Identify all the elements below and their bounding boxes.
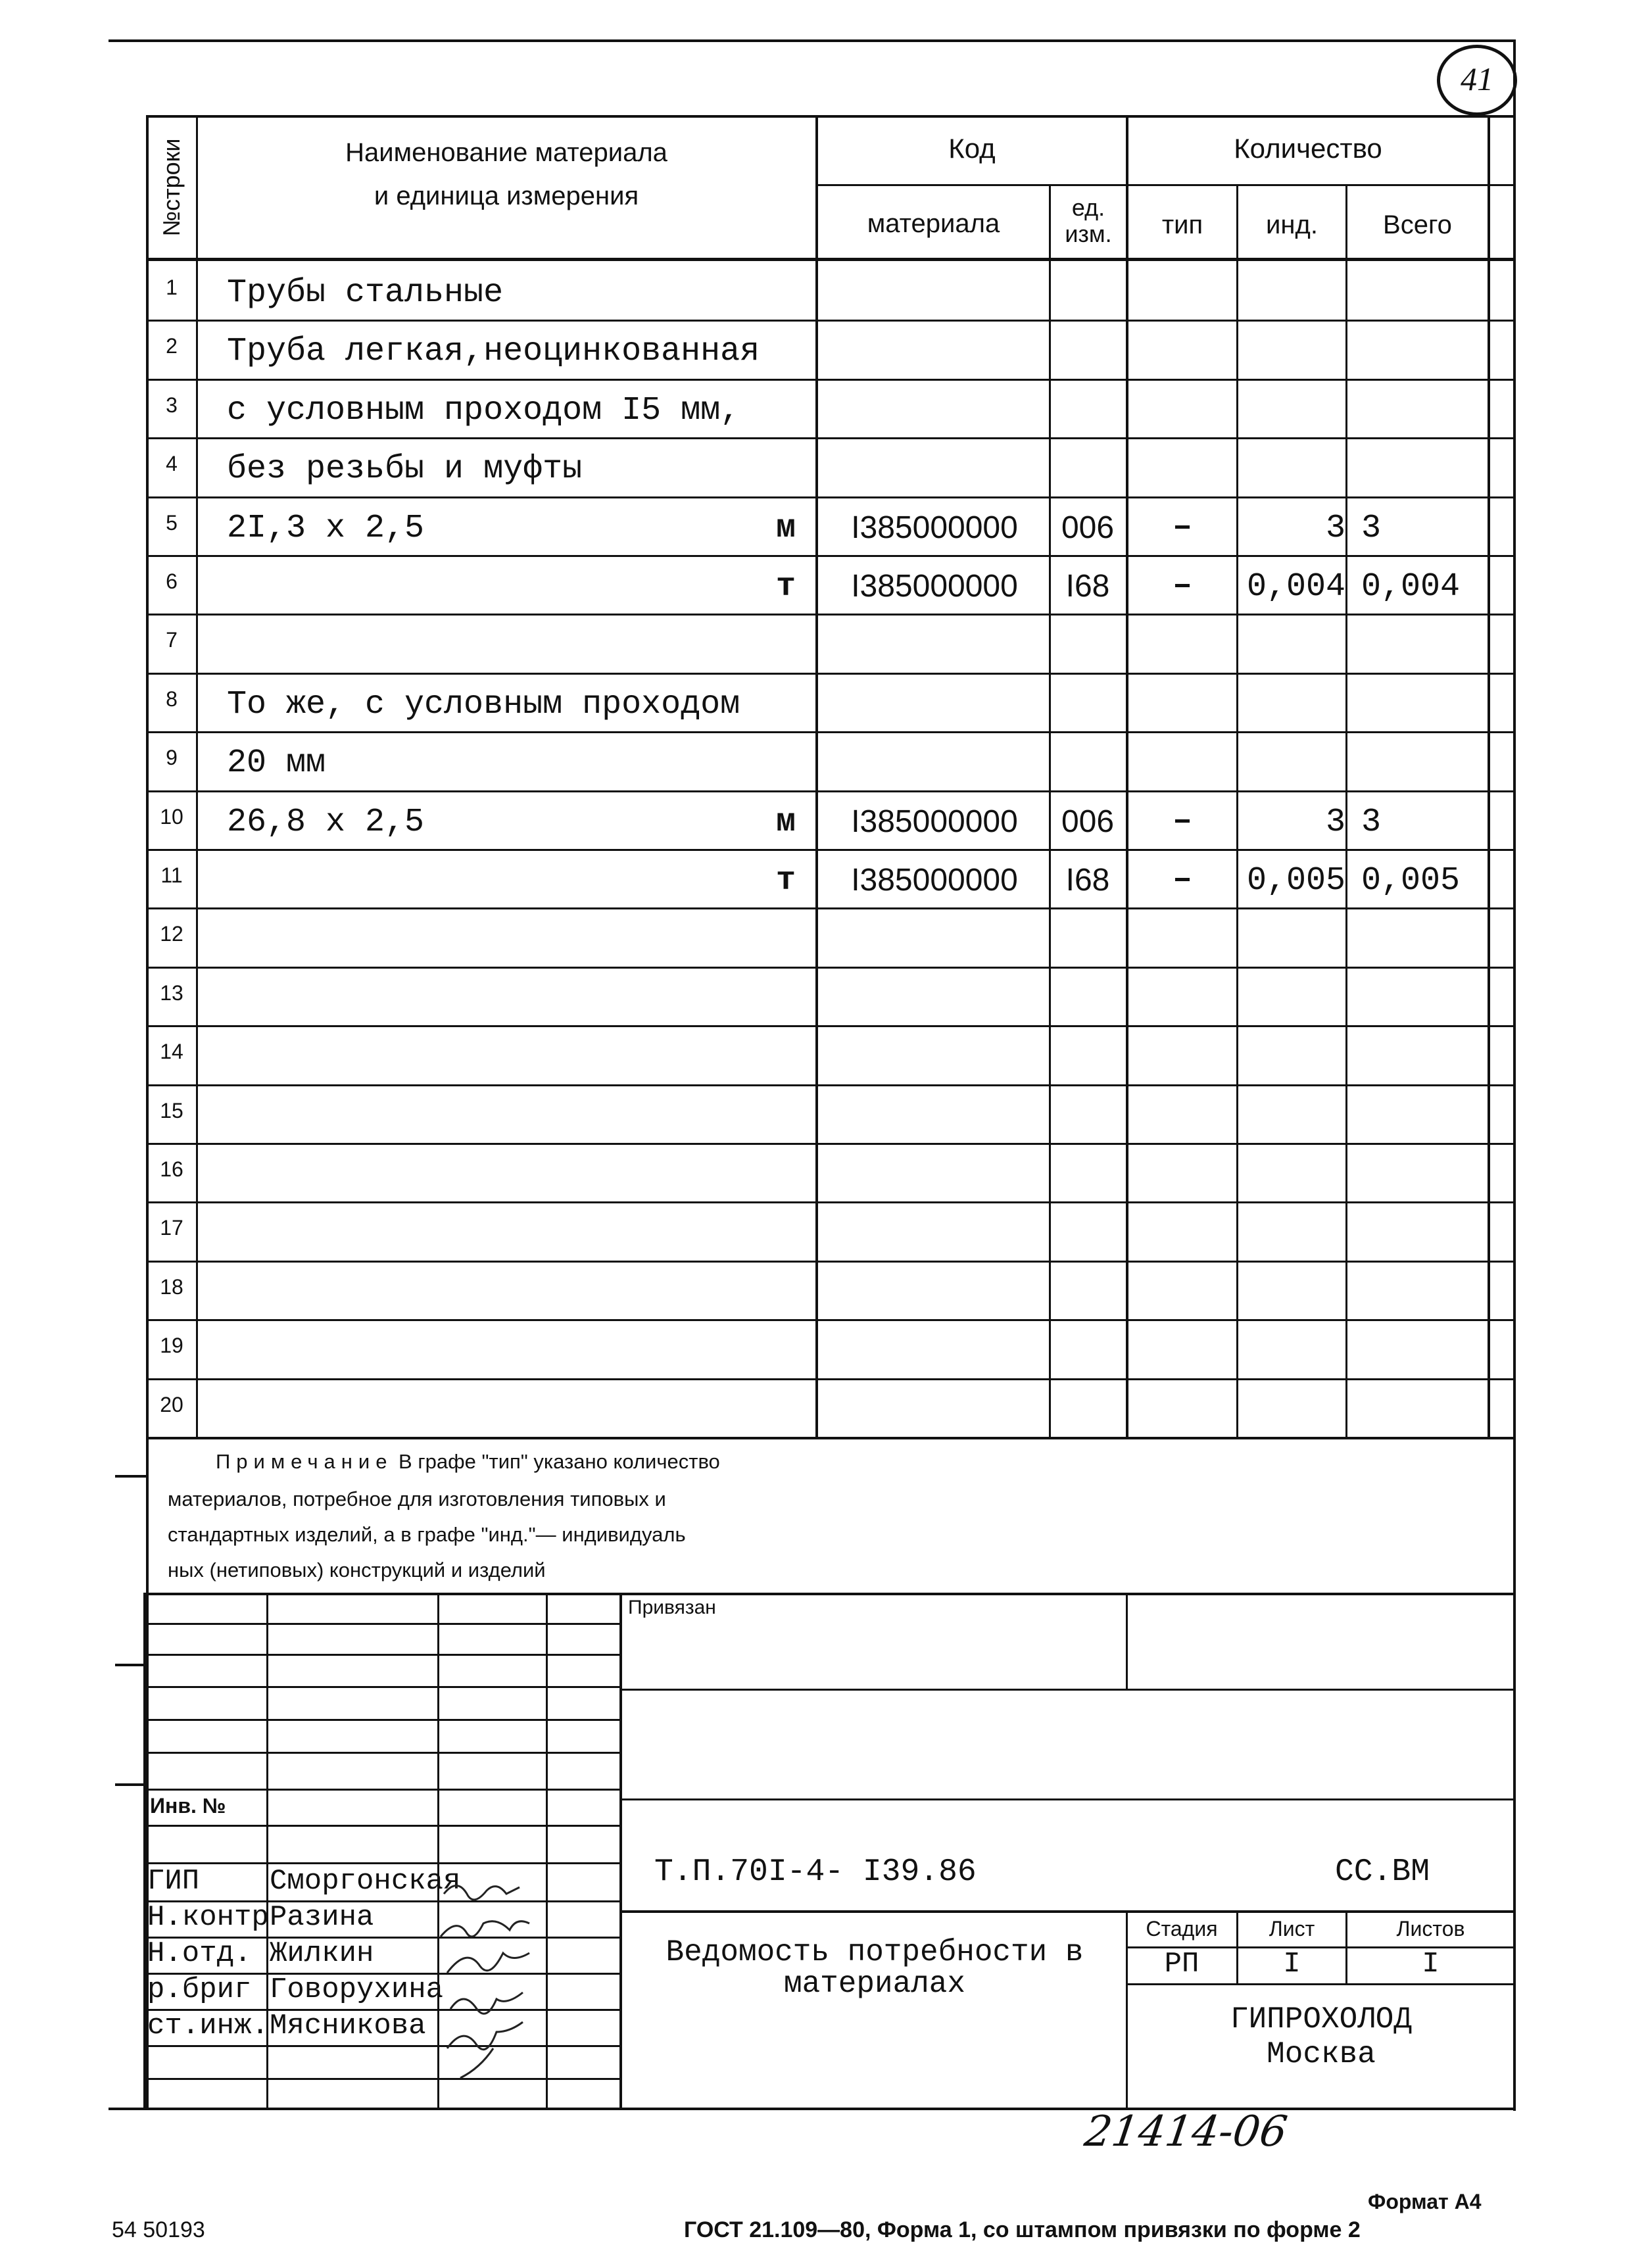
table-row <box>0 1319 1646 1378</box>
cell-unit: т <box>776 862 796 900</box>
table-row <box>0 1084 1646 1143</box>
row-number: 1 <box>166 276 178 299</box>
row-number: 5 <box>166 511 178 535</box>
header-name: Наименование материала и единица измерения <box>345 138 667 210</box>
row-number: 19 <box>160 1334 183 1357</box>
cell-ind: 3 <box>1325 510 1345 547</box>
cell-type: – <box>1172 802 1192 840</box>
stamp-sheet: I <box>1283 1948 1301 1981</box>
cell-total: 0,004 <box>1361 568 1461 606</box>
header-code: Код <box>948 133 996 164</box>
cell-type: – <box>1172 567 1192 604</box>
header-material: материала <box>867 209 1000 238</box>
cell-type: – <box>1172 508 1192 546</box>
table-row <box>0 437 1646 496</box>
table-row <box>0 731 1646 790</box>
signature-name: Сморгонская <box>270 1865 461 1898</box>
cell-unit: м <box>776 510 796 547</box>
handwritten-signatures <box>434 1868 552 2091</box>
cell-name: 26,8 х 2,5 <box>227 804 425 841</box>
header-ind: инд. <box>1266 210 1318 239</box>
stamp-stage: РП <box>1164 1948 1199 1981</box>
row-number: 14 <box>160 1040 183 1063</box>
note-line2: материалов, потребное для изготовления типовых и <box>168 1487 666 1510</box>
cell-name: 20 мм <box>227 744 326 782</box>
header-total: Всего <box>1383 210 1452 239</box>
cell-name: Трубы стальные <box>227 274 504 312</box>
cell-code: I385000000 <box>851 804 1018 839</box>
table-row <box>0 614 1646 672</box>
table-row <box>0 673 1646 731</box>
signature-role: ГИП <box>147 1865 200 1898</box>
handwritten-number: 21414-06 <box>1081 2108 1290 2156</box>
cell-name: То же, с условным проходом <box>227 686 740 723</box>
stamp-sheets-label: Листов <box>1396 1917 1465 1941</box>
header-row-no: №строки <box>158 138 185 237</box>
table-row <box>0 1261 1646 1319</box>
row-number: 18 <box>160 1275 183 1299</box>
table-row <box>0 320 1646 378</box>
signature-name: Говорухина <box>270 1973 444 2006</box>
note-label: Примечание <box>216 1450 393 1473</box>
table-row <box>0 555 1646 614</box>
table-row <box>0 790 1646 849</box>
header-quantity: Количество <box>1234 133 1382 164</box>
frame-bottom-line <box>109 2108 1516 2110</box>
row-number: 20 <box>160 1393 183 1416</box>
footer-left: 54 50193 <box>112 2217 205 2242</box>
signature-role: Н.контр <box>147 1901 269 1934</box>
cell-name: без резьбы и муфты <box>227 450 583 488</box>
signature-name: Жилкин <box>270 1937 374 1970</box>
page-number-mark: 41 <box>1437 45 1517 116</box>
cell-code: I385000000 <box>851 863 1018 898</box>
signature-role: Н.отд. <box>147 1937 252 1970</box>
cell-name: 2I,3 х 2,5 <box>227 510 425 547</box>
stamp-privyazan: Привязан <box>628 1597 716 1618</box>
cell-unit-code: 006 <box>1061 804 1115 839</box>
stamp-sheet-label: Лист <box>1269 1917 1315 1941</box>
cell-unit-code: 006 <box>1061 510 1115 545</box>
cell-total: 0,005 <box>1361 862 1461 900</box>
table-row <box>0 1143 1646 1201</box>
stamp-doc-title: Ведомость потребности в материалах <box>666 1935 1084 2002</box>
stamp-inv-no: Инв. № <box>150 1794 226 1818</box>
table-row <box>0 1378 1646 1437</box>
row-number: 9 <box>166 746 178 769</box>
note-line4: ных (нетиповых) конструкций и изделий <box>168 1558 546 1581</box>
cell-unit-code: I68 <box>1065 569 1110 604</box>
row-number: 13 <box>160 981 183 1005</box>
row-number: 4 <box>166 452 178 475</box>
row-number: 17 <box>160 1216 183 1240</box>
cell-name: с условным проходом I5 мм, <box>227 392 740 429</box>
stamp-doc-code: Т.П.70I-4- I39.86 <box>654 1854 977 1890</box>
row-number: 6 <box>166 569 178 593</box>
cell-ind: 0,005 <box>1246 862 1345 900</box>
table-row <box>0 1025 1646 1084</box>
row-number: 7 <box>166 628 178 652</box>
format-label: Формат А4 <box>1368 2190 1482 2213</box>
stamp-sheets: I <box>1422 1948 1440 1981</box>
row-number: 12 <box>160 922 183 946</box>
row-number: 3 <box>166 393 178 417</box>
signature-name: Разина <box>270 1901 374 1934</box>
signature-role: р.бриг <box>147 1973 252 2006</box>
signature-role: ст.инж. <box>147 2010 269 2042</box>
cell-ind: 3 <box>1325 804 1345 841</box>
cell-unit: т <box>776 568 796 606</box>
cell-ind: 0,004 <box>1246 568 1345 606</box>
row-number: 11 <box>160 863 183 887</box>
footer-right: ГОСТ 21.109—80, Форма 1, со штампом привязки по форме 2 <box>684 2217 1361 2242</box>
header-type: тип <box>1161 210 1203 239</box>
cell-unit: м <box>776 804 796 841</box>
note-line3: стандартных изделий, а в графе "инд."— индивидуаль <box>168 1523 686 1546</box>
frame-top-line <box>109 39 1516 42</box>
cell-type: – <box>1172 861 1192 898</box>
cell-code: I385000000 <box>851 510 1018 545</box>
note-line1: В графе "тип" указано количество <box>393 1450 720 1473</box>
signature-name: Мясникова <box>270 2010 426 2042</box>
cell-total: 3 <box>1361 804 1382 841</box>
cell-unit-code: I68 <box>1065 863 1110 898</box>
row-number: 15 <box>160 1099 183 1122</box>
table-row <box>0 1201 1646 1260</box>
stamp-organization: ГИПРОХОЛОД Москва <box>1230 2002 1413 2071</box>
table-row <box>0 496 1646 555</box>
header-unit: ед. изм. <box>1065 194 1112 247</box>
row-number: 8 <box>166 687 178 711</box>
table-row <box>0 379 1646 437</box>
stamp-doc-mark: СС.ВМ <box>1335 1854 1430 1890</box>
row-number: 10 <box>160 805 183 829</box>
table-row <box>0 967 1646 1025</box>
stamp-stage-label: Стадия <box>1146 1917 1218 1941</box>
table-row <box>0 261 1646 320</box>
table-row <box>0 907 1646 966</box>
cell-name: Труба легкая,неоцинкованная <box>227 333 760 370</box>
cell-total: 3 <box>1361 510 1382 547</box>
cell-code: I385000000 <box>851 569 1018 604</box>
row-number: 16 <box>160 1157 183 1181</box>
table-row <box>0 849 1646 907</box>
row-number: 2 <box>166 334 178 358</box>
